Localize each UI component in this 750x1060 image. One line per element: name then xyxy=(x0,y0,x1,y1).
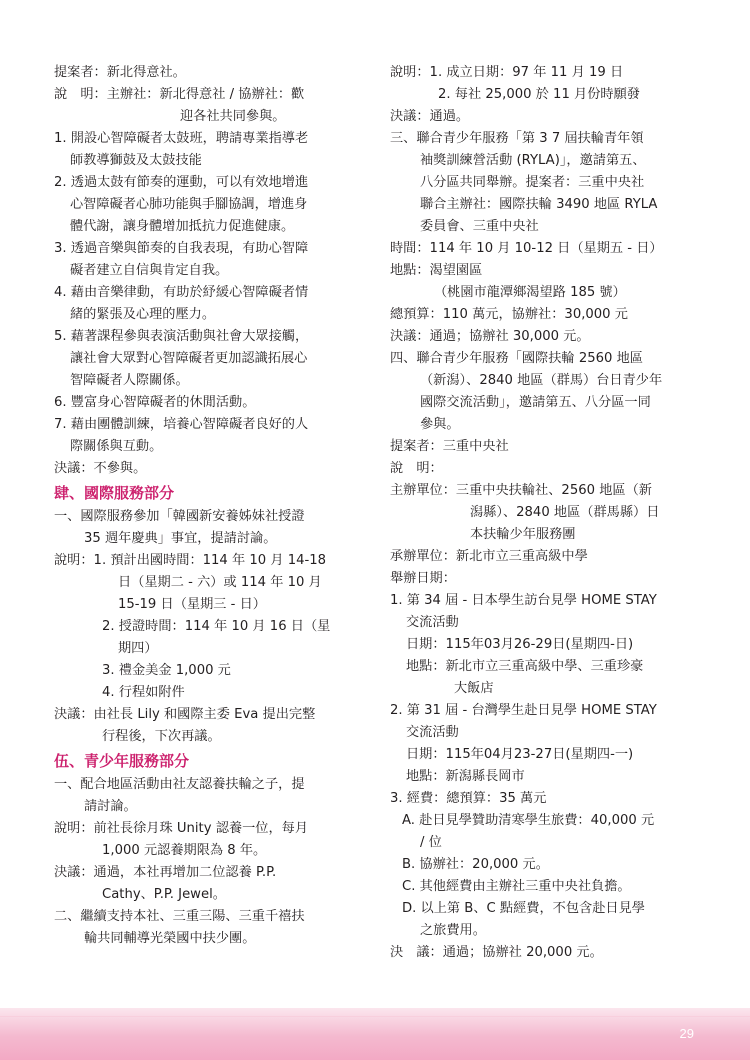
text-line: 15-19 日（星期三 - 日） xyxy=(118,597,266,612)
text-line: 袖獎訓練營活動 (RYLA)」，邀請第五、 xyxy=(420,153,646,168)
text-line: 時間：114 年 10 月 10-12 日（星期五 - 日） xyxy=(390,241,663,256)
text-line: 5. 藉著課程參與表演活動與社會大眾接觸， xyxy=(54,329,309,344)
page-number: 29 xyxy=(679,1026,694,1041)
text-line: 承辦單位：新北市立三重高級中學 xyxy=(390,549,588,564)
text-line: 4. 行程如附件 xyxy=(102,685,185,700)
text-line: 體代謝，讓身體增加抵抗力促進健康。 xyxy=(70,219,295,234)
text-line: 說明：1. 成立日期：97 年 11 月 19 日 xyxy=(390,65,624,80)
text-line: 2. 第 31 屆 - 台灣學生赴日見學 HOME STAY xyxy=(390,703,657,718)
text-line: 三、聯合青少年服務「第 3 7 屆扶輪青年領 xyxy=(390,131,644,146)
text-line: 日期：115年03月26-29日(星期四-日) xyxy=(406,637,634,652)
text-line: 決議：不參與。 xyxy=(54,461,147,476)
text-line: 1,000 元認養期限為 8 年。 xyxy=(102,843,267,858)
text-line: 總預算：110 萬元，協辦社：30,000 元 xyxy=(390,307,628,322)
left-column xyxy=(54,62,366,950)
text-line: 地點：新潟縣長岡市 xyxy=(406,769,525,784)
text-line: 說 明： xyxy=(390,461,443,476)
text-line: （桃園市龍潭鄉渴望路 185 號） xyxy=(434,285,626,300)
text-line: 決 議：通過；協辦社 20,000 元。 xyxy=(390,945,603,960)
text-line: 日（星期二 - 六）或 114 年 10 月 xyxy=(118,575,322,590)
text-line: 緒的緊張及心理的壓力。 xyxy=(70,307,216,322)
text-line: 聯合主辦社：國際扶輪 3490 地區 RYLA xyxy=(420,197,658,212)
text-line: 2. 授證時間：114 年 10 月 16 日（星 xyxy=(102,619,331,634)
text-line: 迎各社共同參與。 xyxy=(180,109,286,124)
text-line: 1. 第 34 屆 - 日本學生訪台見學 HOME STAY xyxy=(390,593,657,608)
text-line: 四、聯合青少年服務「國際扶輪 2560 地區 xyxy=(390,351,643,366)
text-line: 委員會、三重中央社 xyxy=(420,219,539,234)
text-line: 一、國際服務參加「韓國新安養姊妹社授證 xyxy=(54,509,305,524)
text-line: 期四） xyxy=(118,641,158,656)
text-line: 提案者：三重中央社 xyxy=(390,439,509,454)
text-line: 提案者：新北得意社。 xyxy=(54,65,186,80)
text-line: 說明：1. 預計出國時間：114 年 10 月 14-18 xyxy=(54,553,327,568)
text-line: 說 明：主辦社：新北得意社 / 協辦社：歡 xyxy=(54,87,305,102)
text-line: 7. 藉由團體訓練，培養心智障礙者良好的人 xyxy=(54,417,309,432)
text-line: （新潟）、2840 地區（群馬）台日青少年 xyxy=(420,373,663,388)
text-line: 交流活動 xyxy=(406,615,459,630)
text-line: 3. 禮金美金 1,000 元 xyxy=(102,663,231,678)
text-line: 之旅費用。 xyxy=(420,923,486,938)
text-line: 國際交流活動」，邀請第五、八分區一同 xyxy=(420,395,651,410)
text-line: 行程後，下次再議。 xyxy=(102,729,221,744)
text-line: 決議：通過；協辦社 30,000 元。 xyxy=(390,329,590,344)
text-line: 主辦單位：三重中央扶輪社、2560 地區（新 xyxy=(390,483,652,498)
text-line: 讓社會大眾對心智障礙者更加認識拓展心 xyxy=(70,351,308,366)
text-line: 日期：115年04月23-27日(星期四-一) xyxy=(406,747,634,762)
text-line: 智障礙者人際關係。 xyxy=(70,373,189,388)
text-line: 參與。 xyxy=(420,417,460,432)
text-line: 請討論。 xyxy=(84,799,137,814)
section-heading: 伍、青少年服務部分 xyxy=(54,752,190,770)
text-line: C. 其他經費由主辦社三重中央社負擔。 xyxy=(402,879,631,894)
text-line: A. 赴日見學贊助清寒學生旅費：40,000 元 xyxy=(402,813,655,828)
text-line: 說明：前社長徐月珠 Unity 認養一位，每月 xyxy=(54,821,309,836)
text-line: 潟縣）、2840 地區（群馬縣）日 xyxy=(470,505,660,520)
text-line: 1. 開設心智障礙者太鼓班，聘請專業指導老 xyxy=(54,131,309,146)
footer-divider xyxy=(0,1016,750,1017)
text-line: 輪共同輔導光榮國中扶少團。 xyxy=(84,931,256,946)
text-line: 交流活動 xyxy=(406,725,459,740)
text-line: 決議：由社長 Lily 和國際主委 Eva 提出完整 xyxy=(54,707,316,722)
text-line: 地點：渴望園區 xyxy=(390,263,483,278)
text-line: 4. 藉由音樂律動，有助於紓緩心智障礙者情 xyxy=(54,285,309,300)
text-line: 大飯店 xyxy=(454,681,494,696)
right-column xyxy=(390,62,702,964)
text-line: 6. 豐富身心智障礙者的休閒活動。 xyxy=(54,395,256,410)
text-line: 2. 透過太鼓有節奏的運動，可以有效地增進 xyxy=(54,175,309,190)
text-line: / 位 xyxy=(420,835,442,850)
text-line: 心智障礙者心肺功能與手腳協調，增進身 xyxy=(70,197,308,212)
text-line: 決議：通過。 xyxy=(390,109,470,124)
section-heading: 肆、國際服務部分 xyxy=(54,484,175,502)
text-line: 3. 經費：總預算：35 萬元 xyxy=(390,791,547,806)
text-line: 舉辦日期： xyxy=(390,571,456,586)
text-line: 3. 透過音樂與節奏的自我表現，有助心智障 xyxy=(54,241,309,256)
text-line: 35 週年慶典」事宜，提請討論。 xyxy=(84,531,277,546)
text-line: 2. 每社 25,000 於 11 月份時願發 xyxy=(438,87,640,102)
text-line: 地點：新北市立三重高級中學、三重珍豪 xyxy=(406,659,644,674)
text-line: 八分區共同舉辦。提案者：三重中央社 xyxy=(420,175,645,190)
text-line: 二、繼續支持本社、三重三陽、三重千禧扶 xyxy=(54,909,305,924)
text-line: 本扶輪少年服務團 xyxy=(470,527,576,542)
text-line: Cathy、P.P. Jewel。 xyxy=(102,887,226,902)
text-line: 礙者建立自信與肯定自我。 xyxy=(70,263,229,278)
text-line: 決議：通過，本社再增加二位認養 P.P. xyxy=(54,865,277,880)
text-line: 師教導獅鼓及太鼓技能 xyxy=(70,153,202,168)
text-line: 一、配合地區活動由社友認養扶輪之子，提 xyxy=(54,777,305,792)
text-line: B. 協辦社：20,000 元。 xyxy=(402,857,549,872)
text-line: D. 以上第 B、C 點經費，不包含赴日見學 xyxy=(402,901,645,916)
text-line: 際關係與互動。 xyxy=(70,439,163,454)
